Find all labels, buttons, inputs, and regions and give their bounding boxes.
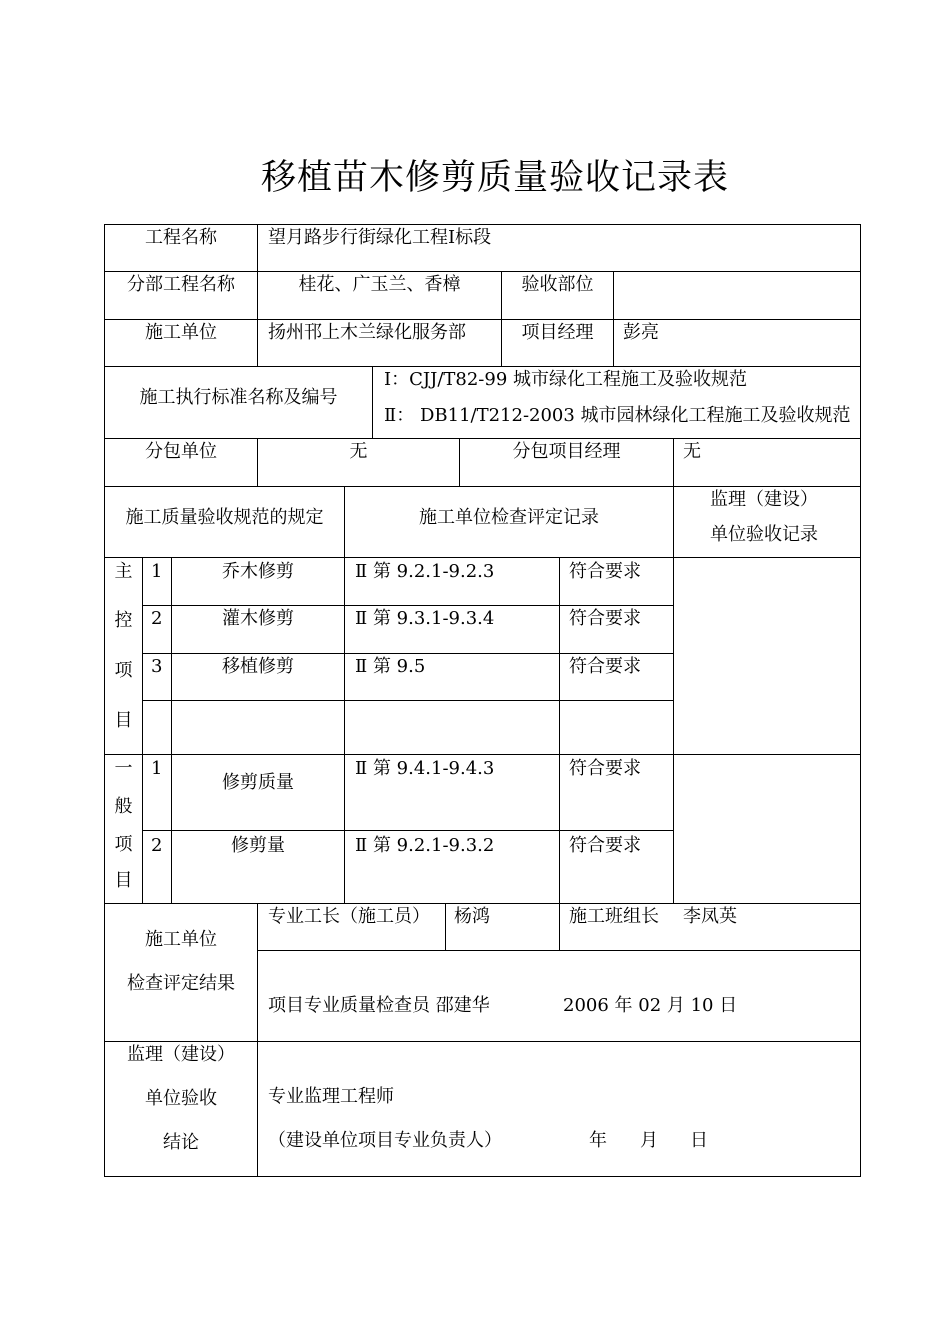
team-leader-value: 李凤英: [683, 906, 737, 927]
table-border: [104, 1176, 861, 1177]
table-line: [344, 486, 345, 904]
column-supervisor-line1: 监理（建设）: [710, 489, 818, 510]
standard-label: 施工执行标准名称及编号: [139, 387, 338, 408]
table-line: [104, 557, 860, 558]
item-number: 2: [151, 608, 163, 629]
subcontractor-label: 分包单位: [145, 441, 217, 462]
item-reference: Ⅱ 第 9.2.1-9.2.3: [355, 561, 495, 582]
contractor-value: 扬州邗上木兰绿化服务部: [268, 322, 466, 343]
table-line: [104, 486, 860, 487]
owner-representative-label: （建设单位项目专业负责人）: [268, 1130, 502, 1151]
main-control-char: 项: [114, 660, 133, 681]
item-result: 符合要求: [569, 656, 641, 677]
standard-1: Ⅰ：CJJ/T82-99 城市绿化工程施工及验收规范: [384, 369, 747, 390]
general-char: 目: [114, 870, 133, 891]
item-reference: Ⅱ 第 9.4.1-9.4.3: [355, 758, 495, 779]
contractor-label: 施工单位: [145, 322, 217, 343]
contractor-result-label-2: 检查评定结果: [127, 973, 235, 994]
main-control-char: 目: [114, 710, 133, 731]
page-title: 移植苗木修剪质量验收记录表: [260, 158, 729, 198]
signature-month: 月: [640, 1130, 658, 1151]
column-supervisor-line2: 单位验收记录: [710, 524, 818, 545]
foreman-value: 杨鸿: [454, 906, 490, 927]
table-line: [559, 557, 560, 951]
inspect-part-label: 验收部位: [521, 274, 594, 295]
sub-pm-value: 无: [683, 441, 701, 462]
standard-2: Ⅱ： DB11/T212-2003 城市园林绿化工程施工及验收规范: [384, 405, 851, 426]
table-line: [372, 366, 373, 439]
item-result: 符合要求: [569, 835, 641, 856]
table-line: [104, 438, 860, 439]
table-line: [104, 319, 860, 320]
item-name: 灌木修剪: [222, 608, 294, 629]
table-line: [104, 903, 860, 904]
table-line: [673, 438, 674, 904]
supervisor-label-3: 结论: [163, 1132, 199, 1153]
supervisor-label-1: 监理（建设）: [127, 1044, 235, 1065]
table-border: [104, 224, 105, 1177]
signature-day: 日: [690, 1130, 708, 1151]
item-name: 修剪量: [231, 835, 285, 856]
item-number: 1: [151, 758, 163, 779]
main-control-char: 主: [114, 561, 133, 582]
table-line: [104, 366, 860, 367]
table-line: [142, 605, 673, 606]
table-line: [445, 903, 446, 951]
table-line: [142, 557, 143, 904]
column-contractor-check: 施工单位检查评定记录: [419, 507, 599, 528]
general-char: 项: [114, 834, 133, 855]
item-number: 1: [151, 561, 163, 582]
team-leader-label: 施工班组长: [569, 906, 659, 927]
table-line: [104, 1041, 860, 1042]
item-reference: Ⅱ 第 9.3.1-9.3.4: [355, 608, 495, 629]
table-border: [860, 224, 861, 1177]
item-name: 乔木修剪: [222, 561, 294, 582]
item-result: 符合要求: [569, 608, 641, 629]
qc-inspector: 项目专业质量检查员 邵建华: [268, 995, 490, 1016]
item-result: 符合要求: [569, 758, 641, 779]
project-manager-value: 彭亮: [623, 322, 659, 343]
subproject-value: 桂花、广玉兰、香樟: [298, 274, 461, 295]
foreman-label: 专业工长（施工员）: [268, 906, 430, 927]
item-reference: Ⅱ 第 9.5: [355, 656, 426, 677]
general-char: 一: [114, 758, 133, 779]
supervisor-label-2: 单位验收: [145, 1088, 217, 1109]
supervising-engineer-label: 专业监理工程师: [268, 1086, 394, 1107]
project-manager-label: 项目经理: [521, 322, 594, 343]
column-spec: 施工质量验收规范的规定: [125, 507, 324, 528]
subproject-label: 分部工程名称: [127, 274, 235, 295]
sub-pm-label: 分包项目经理: [512, 441, 621, 462]
table-line: [104, 271, 860, 272]
item-name: 移植修剪: [222, 656, 294, 677]
general-char: 般: [114, 796, 133, 817]
item-reference: Ⅱ 第 9.2.1-9.3.2: [355, 835, 495, 856]
item-number: 3: [151, 656, 163, 677]
table-line: [104, 754, 860, 755]
main-control-char: 控: [114, 610, 133, 631]
table-line: [142, 653, 673, 654]
table-border: [104, 224, 860, 225]
contractor-result-label-1: 施工单位: [145, 929, 217, 950]
table-line: [142, 830, 673, 831]
subcontractor-value: 无: [349, 441, 368, 462]
item-result: 符合要求: [569, 561, 641, 582]
inspection-date: 2006 年 02 月 10 日: [563, 995, 738, 1016]
table-line: [142, 700, 673, 701]
table-line: [613, 271, 614, 367]
table-line: [257, 903, 258, 1177]
item-number: 2: [151, 835, 163, 856]
project-name-label: 工程名称: [145, 227, 217, 248]
signature-year: 年: [589, 1130, 607, 1151]
item-name: 修剪质量: [222, 772, 294, 793]
project-name-value: 望月路步行街绿化工程Ⅰ标段: [268, 227, 492, 248]
